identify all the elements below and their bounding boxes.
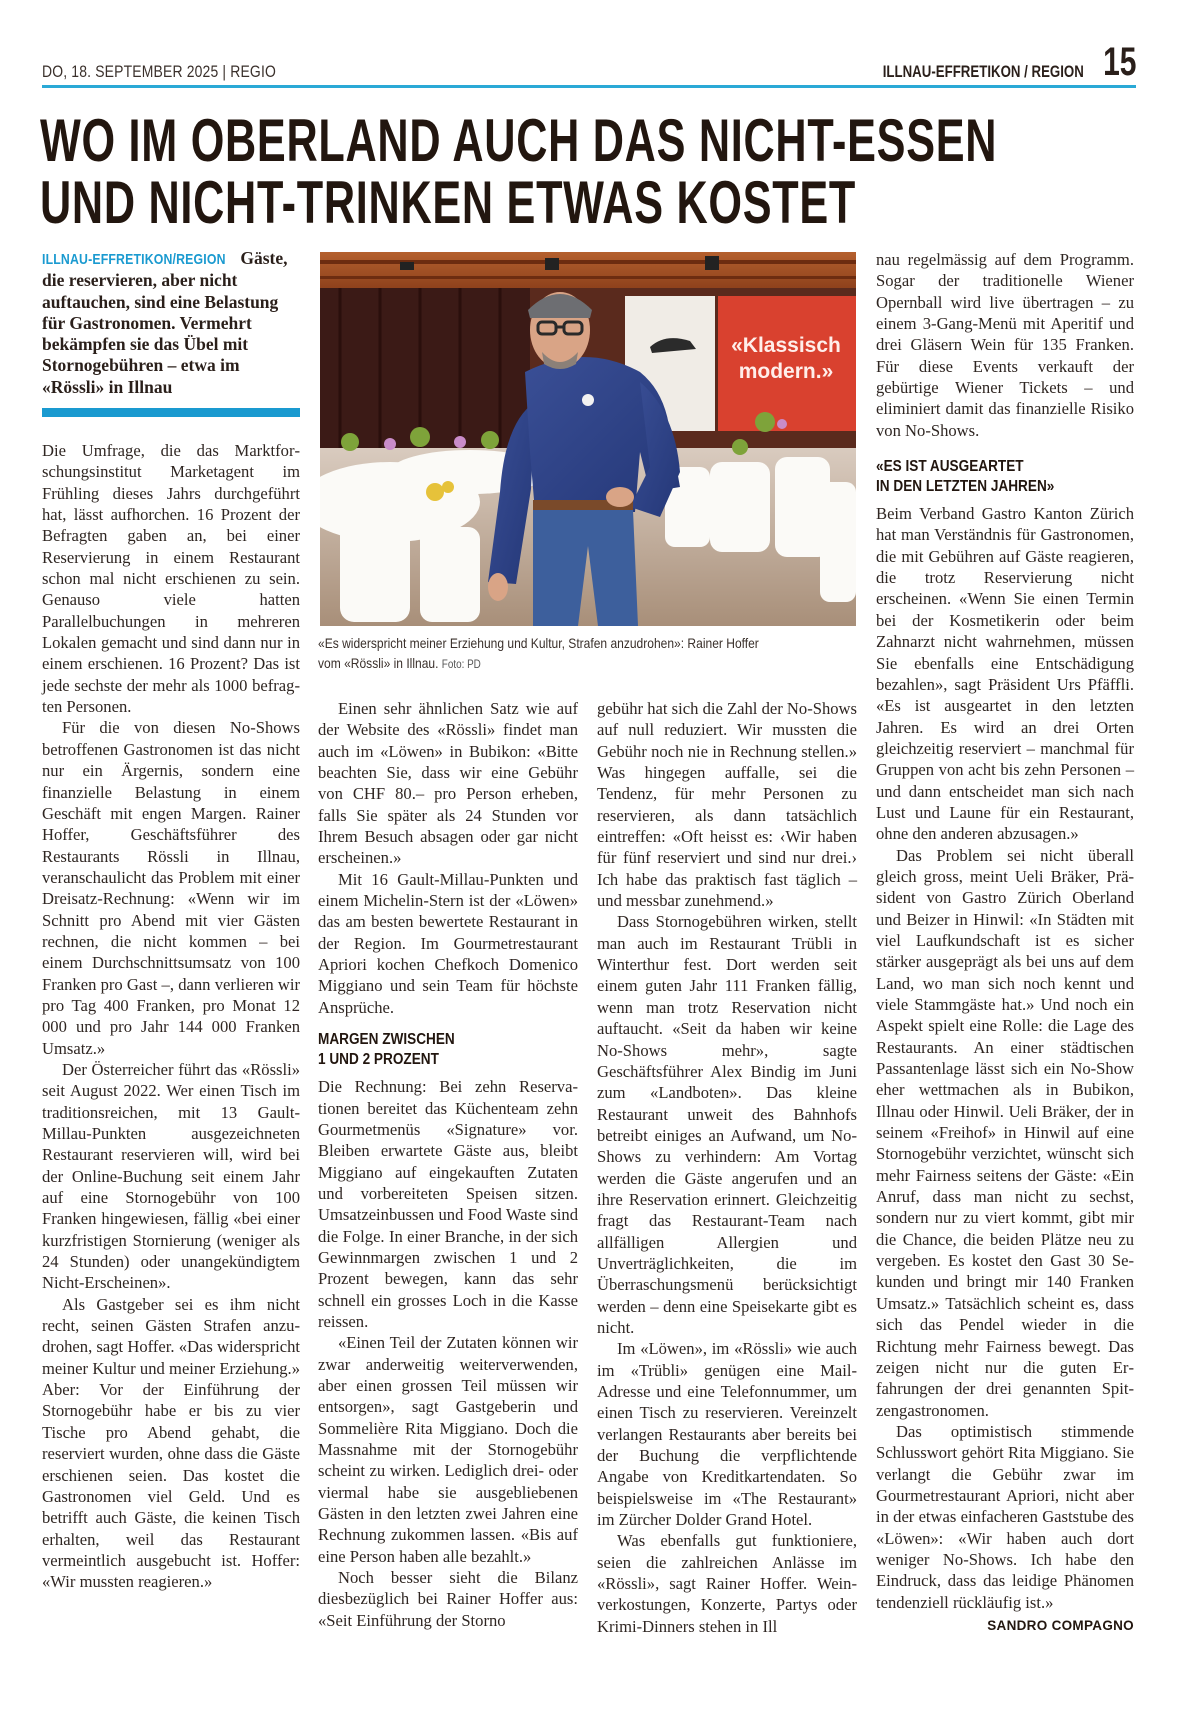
paragraph: Die Rechnung: Bei zehn Reservationen bereitet das Küchenteam zehn Gourmetmenüs «Signature» vor. Bleiben erwartete Gäste aus, bleibt Miggiano auf eingekauften Zutaten und vorbereiteten Speisen sitzen. Umsatzeinbussen und Food Waste sind die Folge. In einer Branche, in der sich Gewinnmargen zwischen 1 und 2 Prozent bewegen, kann das sehr schnell ein grosses Loch in die Kasse reissen. <box>318 1077 578 1331</box>
paragraph: Einen sehr ähnlichen Satz wie auf der Website des «Rössli» findet man auch im «Löwen» in Bubikon: «Bitte beachten Sie, dass wir eine Gebühr von CHF 80.– pro Person erheben, falls Sie später als 24 Stunden vor Ihrem Besuch absagen oder gar nicht erscheinen.» <box>318 699 578 868</box>
paragraph: Das Problem sei nicht überall gleich gross, meint Ueli Bräker, Präsident von Gastro Zürich Oberland und Beizer in Hinwil: «In Städten mit viel Laufkundschaft ist es sicher stärker ausgeprägt als bei uns auf dem Land, wo man sich noch kennt und viele Stammgäste hat.» Und noch ein Aspekt spielt eine Rolle: die Lage des Restaurants. An einer städtischen Passantenlage lässt sich ein No-Show eher wettmachen als in Bubikon, Illnau oder Hinwil. Ueli Bräker, der in seinem «Freihof» in Hinwil auf eine Stornogebühr verzichtet, wünscht sich mehr Fairness seitens der Gäste: «Ein Anruf, dass man nicht zu sechst, sondern nur zu viert kommt, gibt mir die Chance, die beiden Plätze neu zu vergeben. Es kostet den Gast 30 Sekunden und bringt mir 140 Franken Umsatz.» Tatsächlich scheint es, dass sich das Pendel wieder in die Richtung mehr Fairness bewegt. Das zeigen nicht nur die guten Erfahrungen der drei genannten Spitzengastronomen. <box>876 845 1134 1420</box>
page-number: 15 <box>1102 40 1136 84</box>
banner-text-line-2: modern.» <box>738 360 834 383</box>
author-byline: SANDRO COMPAGNO <box>987 1617 1134 1633</box>
paragraph: Die Umfrage, die das Marktforschungsinstitut Marketagent im Frühling dieses Jahrs durchgeführt hat, lässt aufhorchen. 16 Prozent der Befragten gaben an, bei einer Reservierung in einem Restaurant schon mal nicht erschienen zu sein. Genauso viele hatten Parallelbuchungen in mehreren Lokalen gemacht und sind dann nur in einem erschienen. 16 Prozent? Das ist jede sechste der mehr als 1000 befragten Personen. <box>42 441 300 717</box>
headline-line-1: WO IM OBERLAND AUCH DAS NICHT-ESSEN <box>40 107 998 174</box>
banner-text-line-1: «Klassisch <box>731 334 841 357</box>
photo-credit: Foto: PD <box>441 659 481 671</box>
paragraph: Mit 16 Gault-Millau-Punkten und einem Michelin-Stern ist der «Löwen» das am besten bewertete Restaurant in der Region. Im Gourmetrestaurant Apriori kochen Chefkoch Domenico Miggiano und sein Team für höchste Ansprüche. <box>318 869 578 1017</box>
article-column-4 <box>876 249 1134 1636</box>
subheading-line-1: MARGEN ZWISCHEN <box>318 1031 455 1049</box>
article-column-1 <box>42 440 300 1593</box>
paragraph: Was ebenfalls gut funktioniere, seien die zahlreichen Anlässe im «Rössli», sagt Rainer Hoffer. Weinverkostungen, Konzerte, Partys oder Krimi-Dinners stehen in Ill <box>597 1531 857 1636</box>
paragraph: «Einen Teil der Zutaten können wir zwar anderweitig weiterverwenden, aber einen grossen Teil müssen wir entsorgen», sagt Gastgeberin und Sommelière Rita Miggiano. Doch die Massnahme mit der Stornogebühr scheint zu wirken. Lediglich drei- oder viermal habe sie ausgebliebenen Gästen in den letzten zwei Jahren eine Rechnung zukommen lassen. «Bis auf eine Person haben alle bezahlt.» <box>318 1333 578 1566</box>
paragraph: Im «Löwen», im «Rössli» wie auch im «Trübli» genügen eine Mail-Adresse und eine Telefonnummer, um einen Tisch zu reservieren. Vereinzelt verlangen Restaurants aber bereits bei der Buchung die verpflichtende Angabe von Kreditkartendaten. So beispielsweise im «The Restaurant» im Zürcher Dolder Grand Hotel. <box>597 1339 857 1530</box>
paragraph: Der Österreicher führt das «Rössli» seit August 2022. Wer einen Tisch im traditionsreichen, mit 13 Gault-Millau-Punkten ausgezeichneten Restaurant reservieren will, wird bei der Online-Buchung seit einem Jahr auf eine Stornogebühr von 100 Franken hingewiesen, fällig «bei einer kurzfristigen Stornierung (weniger als 24 Stunden) oder unangekündigtem Nicht-Erscheinen». <box>42 1059 300 1293</box>
subheading-margins <box>318 1030 539 1070</box>
paragraph: Dass Stornogebühren wirken, stellt man auch im Restaurant Trübli in Winterthur fest. Dort werden seit einem guten Jahr 111 Franken fällig, wenn man trotz Reservation nicht auftaucht. «Seit da haben wir keine No-Shows mehr», sagte Geschäftsführer Alex Bindig im Juni zum «Landboten». Das kleine Restaurant unweit des Bahnhofs betreibt einiges an Aufwand, um No-Shows zu verhindern: Am Vortag werden die Gäste angerufen und an ihre Reservation erinnert. Gleichzeitig fragt das Restaurant-Team nach allfälligen Allergien und Unverträglichkeiten, die im Überraschungsmenü berücksichtigt werden – denn eine Speisekarte gibt es nicht. <box>597 912 857 1337</box>
closing-text: Das optimistisch stimmende Schlusswort gehört Rita Miggiano. Sie verlangt die Gebühr zwar im Gourmetrestaurant Apriori, nicht aber in der etwas einfacheren Gaststube des «Löwen»: «Wir haben auch dort weniger No-Shows. Ich habe den Eindruck, dass das leidige Phänomen tendenziell rückläufig ist.» <box>876 1421 1134 1612</box>
paragraph: Als Gastgeber sei es ihm nicht recht, seinen Gästen Strafen anzudrohen, sagt Hoffer. «Das widerspricht meiner Kultur und meiner Erziehung.» Aber: Vor der Einführung der Stornogebühr habe er bis zu vier Tische pro Abend gehabt, die reserviert wurden, ohne dass die Gäste erschienen seien. Das kostet die Gastronomen viel Geld. Und es betrifft auch Gäste, die keinen Tisch erhalten, weil das Restaurant vermeintlich ausgebucht ist. Hoffer: «Wir mussten reagieren.» <box>42 1294 300 1592</box>
paragraph <box>876 1421 1134 1633</box>
subheading-line-1: «ES IST AUSGEARTET <box>876 458 1024 476</box>
paragraph: Für die von diesen No-Shows betroffenen Gastronomen ist das nicht nur ein Ärgernis, sondern eine finanzielle Belastung in einem Geschäft mit engen Margen. Rainer Hoffer, Geschäftsführer des Restaurants Rössli in Illnau, veranschaulicht das Problem mit einer Dreisatz-Rechnung: «Wenn wir im Schnitt pro Abend mit vier Gästen rechnen, die nicht kommen – bei einem Durchschnittsumsatz von 100 Franken pro Gast –, dann verlieren wir pro Tag 400 Franken, pro Monat 12 000 und pro Jahr 144 000 Franken Umsatz.» <box>42 718 300 1058</box>
date-line: DO, 18. SEPTEMBER 2025 | REGIO <box>42 62 276 81</box>
paragraph: nau regelmässig auf dem Programm. Sogar der traditionelle Wiener Opernball wird live übertragen – zu einem 3-Gang-Menü mit Aperitif und drei Gläsern Wein für 135 Franken. Für diese Events verkauft der gebürtige Wiener Tickets – und eliminiert damit das finanzielle Risiko von No-Shows. <box>876 250 1134 440</box>
headline <box>40 107 998 236</box>
article-photo <box>320 252 856 626</box>
header-rule <box>42 85 1136 88</box>
photo-restaurant-hall <box>320 252 856 626</box>
lead-kicker: ILLNAU-EFFRETIKON/REGION <box>42 251 226 268</box>
page-header <box>42 40 1136 88</box>
lead-paragraph <box>42 248 300 398</box>
paragraph: Beim Verband Gastro Kanton Zürich hat man Verständnis für Gastronomen, die mit Gebühren auf Gäste reagieren, die trotz Reservierung nicht erscheinen. «Wenn Sie einen Termin bei der Kosmetikerin oder beim Zahnarzt nicht wahrnehmen, müssen Sie ebenfalls eine Entschädigung bezahlen», sagt Präsident Urs Pfäffli. «Es ist ausgeartet in den letzten Jahren. Es wird an drei Orten gleichzeitig reserviert – manchmal für Gruppen von acht bis zehn Personen – und dann entscheidet man sich nach Lust und Laune für ein Restaurant, ohne den anderen abzusagen.» <box>876 504 1134 844</box>
headline-line-2: UND NICHT-TRINKEN ETWAS KOSTET <box>40 169 856 236</box>
subheading-line-2: IN DEN LETZTEN JAHREN» <box>876 478 1055 496</box>
article-column-2 <box>318 698 578 1631</box>
subheading-quote <box>876 457 1095 497</box>
person-badge <box>582 394 594 406</box>
lead-accent-bar <box>42 408 300 417</box>
caption-text: «Es widerspricht meiner Erziehung und Kultur, Strafen anzudrohen»: Rainer Hoffer vom «Rössli» in Illnau. <box>318 635 759 671</box>
lead-text: Gäste, die reservieren, aber nicht auftauchen, sind eine Belastung für Gastronomen. Vermehrt bekämpfen sie das Übel mit Stornogebühren – etwa im «Rössli» in Illnau <box>42 248 288 397</box>
paragraph: Noch besser sieht die Bilanz diesbezüglich bei Rainer Hoffer aus: «Seit Einführung der Storno <box>318 1568 578 1630</box>
paragraph: gebühr hat sich die Zahl der No-Shows auf null reduziert. Wir mussten die Gebühr noch nie in Rechnung stellen.» Was hingegen auffalle, sei die Tendenz, für mehr Personen zu reservieren, als dann tatsächlich eintreffen: «Oft heisst es: ‹Wir haben für fünf reserviert und sind nur drei.› Ich habe das praktisch fast täglich – und messbar zunehmend.» <box>597 699 857 911</box>
subheading-line-2: 1 UND 2 PROZENT <box>318 1051 439 1069</box>
article-column-3 <box>597 698 857 1637</box>
section-label: ILLNAU-EFFRETIKON / REGION <box>882 62 1084 81</box>
photo-caption <box>318 633 782 675</box>
